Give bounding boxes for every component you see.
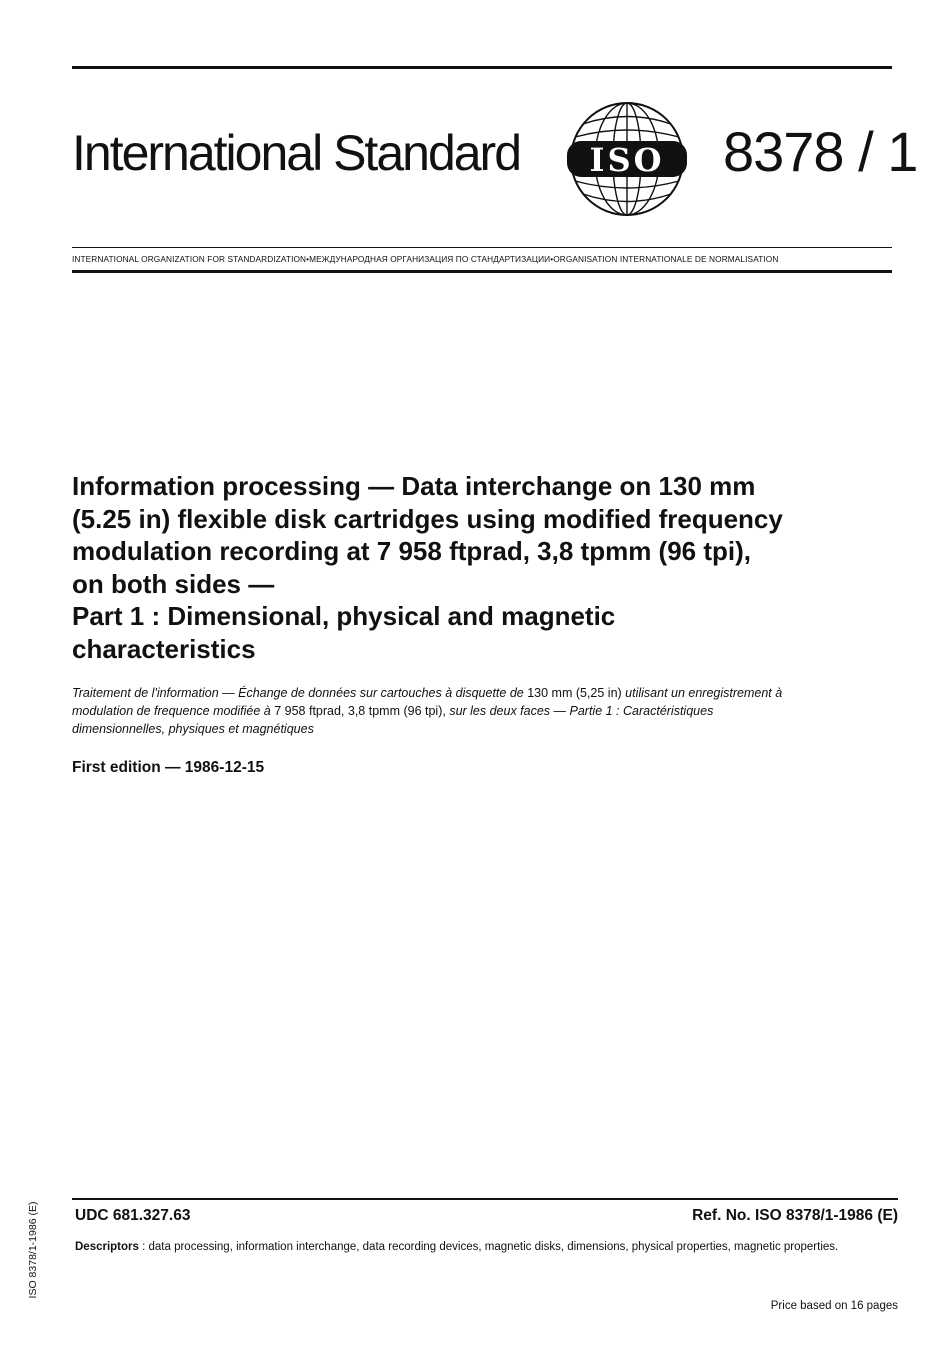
edition-line: First edition — 1986-12-15 bbox=[72, 759, 265, 776]
french-text-roman: 7 958 ftprad, 3,8 tpmm (96 tpi), bbox=[274, 704, 450, 718]
header-title: International Standard bbox=[72, 125, 521, 181]
reference-number: Ref. No. ISO 8378/1-1986 (E) bbox=[692, 1207, 898, 1224]
french-title-line: dimensionnelles, physiques et magnétiques bbox=[72, 722, 314, 736]
french-text-roman: 130 mm (5,25 in) bbox=[527, 686, 626, 700]
title-line: modulation recording at 7 958 ftprad, 3,8 tpmm (96 tpi), bbox=[72, 536, 751, 567]
side-reference: ISO 8378/1-1986 (E) bbox=[27, 1201, 39, 1299]
french-text-italic: modulation de frequence modifiée à bbox=[72, 704, 275, 718]
org-rule-bottom bbox=[72, 270, 892, 273]
descriptors bbox=[75, 1238, 898, 1256]
price-note: Price based on 16 pages bbox=[770, 1300, 898, 1312]
french-text-italic: utilisant un enregistrement à bbox=[625, 686, 783, 700]
udc-number: UDC 681.327.63 bbox=[75, 1207, 191, 1224]
french-title-line bbox=[72, 702, 902, 720]
descriptors-label: Descriptors bbox=[75, 1241, 139, 1253]
organization-line: INTERNATIONAL ORGANIZATION FOR STANDARDIZATION•МЕЖДУНАРОДНАЯ ОРГАНИЗАЦИЯ ПО СТАНДАРТИЗАЦИИ•ORGANISATION INTERNATIONALE DE NORMALISATION bbox=[72, 254, 779, 264]
document-title bbox=[72, 470, 902, 666]
iso-logo-icon bbox=[563, 97, 691, 221]
descriptors-text: : data processing, information interchange, data recording devices, magnetic disks, dimensions, physical properties, magnetic properties. bbox=[138, 1241, 839, 1253]
title-line: (5.25 in) flexible disk cartridges using modified frequency bbox=[72, 503, 783, 534]
standard-number: 8378 / 1 bbox=[723, 120, 918, 183]
french-title bbox=[72, 684, 902, 738]
french-text-italic: Traitement de l'information — Échange de données sur cartouches à disquette de bbox=[72, 686, 528, 700]
title-line: on both sides — bbox=[72, 568, 275, 599]
org-rule-top bbox=[72, 247, 892, 248]
title-line: characteristics bbox=[72, 633, 256, 664]
title-line: Part 1 : Dimensional, physical and magnetic bbox=[72, 601, 616, 632]
iso-logo-text: ISO bbox=[589, 141, 665, 179]
french-title-line bbox=[72, 684, 902, 702]
bottom-rule bbox=[72, 1198, 898, 1200]
french-text-italic: sur les deux faces — Partie 1 : Caractéristiques bbox=[449, 704, 714, 718]
title-line: Information processing — Data interchange on 130 mm bbox=[72, 471, 756, 501]
top-rule bbox=[72, 66, 892, 69]
